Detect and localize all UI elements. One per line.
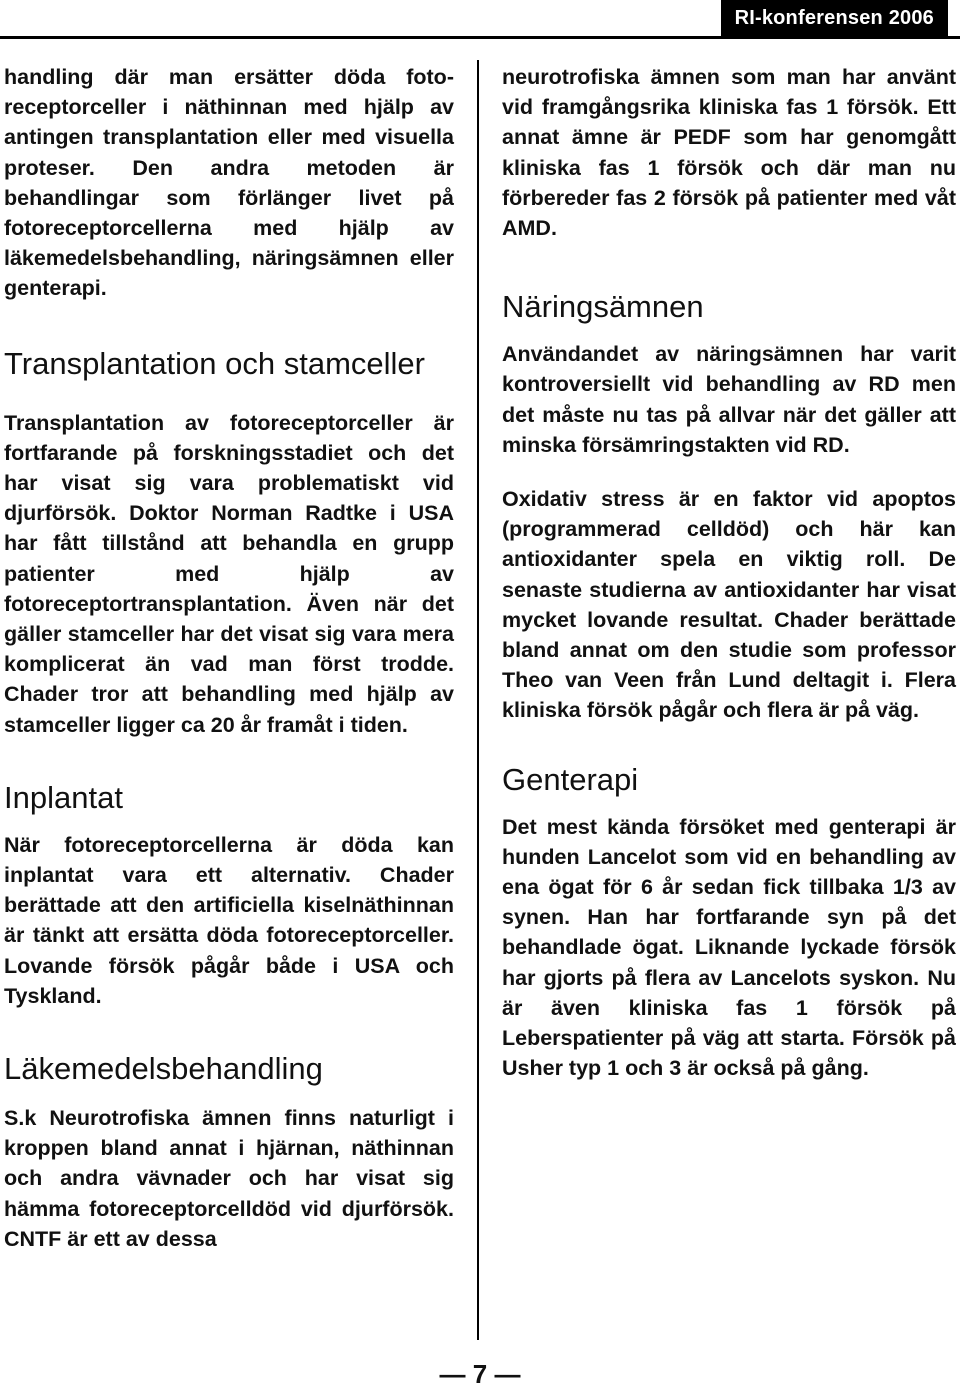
heading-genterapi: Genterapi xyxy=(502,761,639,797)
paragraph-naringsamnen-2: Oxidativ stress är en faktor vid apoptos (programmerad celldöd) och här kan antioxidanter spela en viktig roll. De senaste studierna av antioxidanter har visat mycket lovande resultat. Chader berättade bland annat om den studie som professor Theo van Veen från Lund deltagit i. Flera kliniska försök pågår och flera är på väg. xyxy=(502,487,956,723)
page-header xyxy=(0,0,960,39)
paragraph-transplantation: Transplantation av fotoreceptorceller är fortfarande på forskningsstadiet och det har visat sig vara problematiskt vid djurförsök. Doktor Norman Radtke i USA har fått tillstånd att behandla en grupp patienter med hjälp av fotoreceptortransplantation. Även när det gäller stamceller har det visat sig vara mera komplicerat än vad man först trodde. Chader tror att behandling med hjälp av stamceller ligger ca 20 år framåt i tiden. xyxy=(4,410,454,737)
right-column xyxy=(502,62,956,1083)
column-divider xyxy=(477,60,479,1340)
left-column xyxy=(4,62,454,1254)
paragraph-inplantat: När fotoreceptorcellerna är döda kan inplantat vara ett alternativ. Chader berättade att den artificiella kiselnäthinnan är tänkt att ersätta döda fotoreceptorceller. Lovande försök pågår både i USA och Tyskland. xyxy=(4,832,454,1008)
conference-title: RI-konferensen 2006 xyxy=(721,0,948,36)
heading-inplantat: Inplantat xyxy=(4,779,123,815)
intro-paragraph: handling där man ersätter döda fotoreceptorceller i näthinnan med hjälp av antingen transplantation eller med visuella proteser. Den andra metoden är behandlingar som förlänger livet på fotoreceptorcellerna med hjälp av läkemedelsbehandling, näringsämnen eller genterapi. xyxy=(4,65,454,301)
heading-naringsamnen: Näringsämnen xyxy=(502,289,704,325)
heading-transplantation: Transplantation och stamceller xyxy=(4,345,425,381)
paragraph-continuation: neurotrofiska ämnen som man har använt vid framgångsrika kliniska fas 1 försök. Ett annat ämne är PEDF som har genomgått kliniska fas 1 försök och där man nu förbereder fas 2 försök på patienter med våt AMD. xyxy=(502,65,956,241)
paragraph-genterapi: Det mest kända försöket med genterapi är hunden Lancelot som vid en behandling av ena ögat för 6 år sedan fick tillbaka 1/3 av synen. Han har fortfarande syn på det behandlade ögat. Liknande lyckade försök har gjorts på flera av Lancelots syskon. Nu är även kliniska fas 1 försök på Leberspatienter på väg att starta. Försök på Usher typ 1 och 3 är också på gång. xyxy=(502,814,956,1081)
page-number: — 7 — xyxy=(439,1359,521,1389)
heading-lakemedel: Läkemedelsbehandling xyxy=(4,1051,323,1087)
paragraph-lakemedel: S.k Neurotrofiska ämnen finns naturligt i kroppen bland annat i hjärnan, näthinnan och andra vävnader och har visat sig hämma fotoreceptorcelldöd vid djurförsök. CNTF är ett av dessa xyxy=(4,1106,454,1251)
paragraph-naringsamnen-1: Användandet av näringsämnen har varit kontroversiellt vid behandling av RD men det måste nu tas på allvar när det gäller att minska försämringstakten vid RD. xyxy=(502,342,956,457)
